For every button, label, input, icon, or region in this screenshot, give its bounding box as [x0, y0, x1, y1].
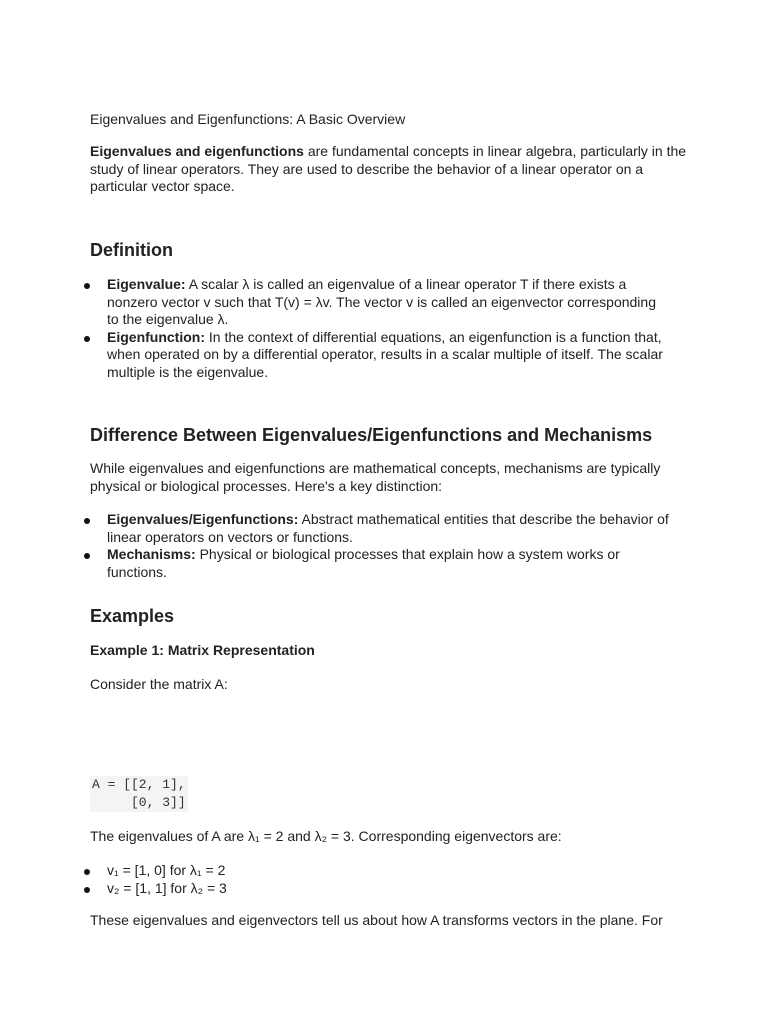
difference-intro: While eigenvalues and eigenfunctions are mathematical concepts, mechanisms are typically physical or biological processes. Here's a key distinction:: [90, 460, 661, 494]
definition-text: A scalar λ is called an eigenvalue of a linear operator T if there exists a nonzero vector v such that T(v) = λv. The vector v is called an eigenvector corresponding to the eigenvalue λ.: [107, 276, 656, 327]
bullet-icon: [84, 887, 90, 893]
example1-title: Example 1: Matrix Representation: [90, 642, 315, 658]
definition-item-eigenfunction: [90, 329, 670, 382]
eigenvector-item: [90, 880, 670, 898]
definition-text: In the context of differential equations, an eigenfunction is a function that, when operated on by a differential operator, results in a scalar multiple of itself. The scalar multiple is the eigenvalue.: [107, 328, 663, 380]
code-line-1: A = [[2, 1],: [92, 777, 186, 792]
difference-item-eigen: [90, 511, 680, 546]
difference-list: [90, 511, 680, 581]
difference-term: Eigenvalues/Eigenfunctions:: [107, 511, 299, 527]
intro-bold-term: Eigenvalues and eigenfunctions: [90, 143, 304, 159]
definition-list: [90, 276, 670, 381]
bullet-icon: [84, 518, 90, 524]
intro-text: are fundamental concepts in linear algebra, particularly in the study of linear operators. They are used to describe the behavior of a linear operator on a particular vector space.: [90, 143, 687, 194]
bullet-icon: [84, 336, 90, 342]
difference-term: Mechanisms:: [107, 546, 196, 562]
eigenvalues-text: The eigenvalues of A are λ₁ = 2 and λ₂ = 3. Corresponding eigenvectors are:: [90, 828, 562, 844]
consider-matrix-text: Consider the matrix A:: [90, 676, 228, 692]
difference-heading: Difference Between Eigenvalues/Eigenfunctions and Mechanisms: [90, 425, 653, 445]
definition-term: Eigenfunction:: [107, 328, 205, 345]
bullet-icon: [84, 283, 90, 289]
eigenvector-item: [90, 862, 670, 880]
closing-paragraph: These eigenvalues and eigenvectors tell us about how A transforms vectors in the plane. For: [90, 912, 663, 928]
bullet-icon: [84, 869, 90, 875]
difference-text: Physical or biological processes that explain how a system works or functions.: [107, 546, 620, 580]
definition-term: Eigenvalue:: [107, 276, 186, 292]
definition-item-eigenvalue: [90, 276, 670, 329]
eigenvector-list: [90, 862, 670, 897]
definition-heading: Definition: [90, 240, 173, 260]
matrix-code-block: [90, 776, 188, 812]
eigenvector-text: v₂ = [1, 1] for λ₂ = 3: [107, 879, 227, 896]
intro-paragraph: [90, 143, 688, 196]
document-title: Eigenvalues and Eigenfunctions: A Basic Overview: [90, 111, 406, 127]
difference-item-mechanisms: [90, 546, 680, 581]
code-line-2: [0, 3]]: [92, 795, 186, 810]
eigenvector-text: v₁ = [1, 0] for λ₁ = 2: [107, 862, 226, 878]
examples-heading: Examples: [90, 606, 175, 626]
bullet-icon: [84, 553, 90, 559]
difference-text: Abstract mathematical entities that describe the behavior of linear operators on vectors or functions.: [107, 511, 669, 545]
